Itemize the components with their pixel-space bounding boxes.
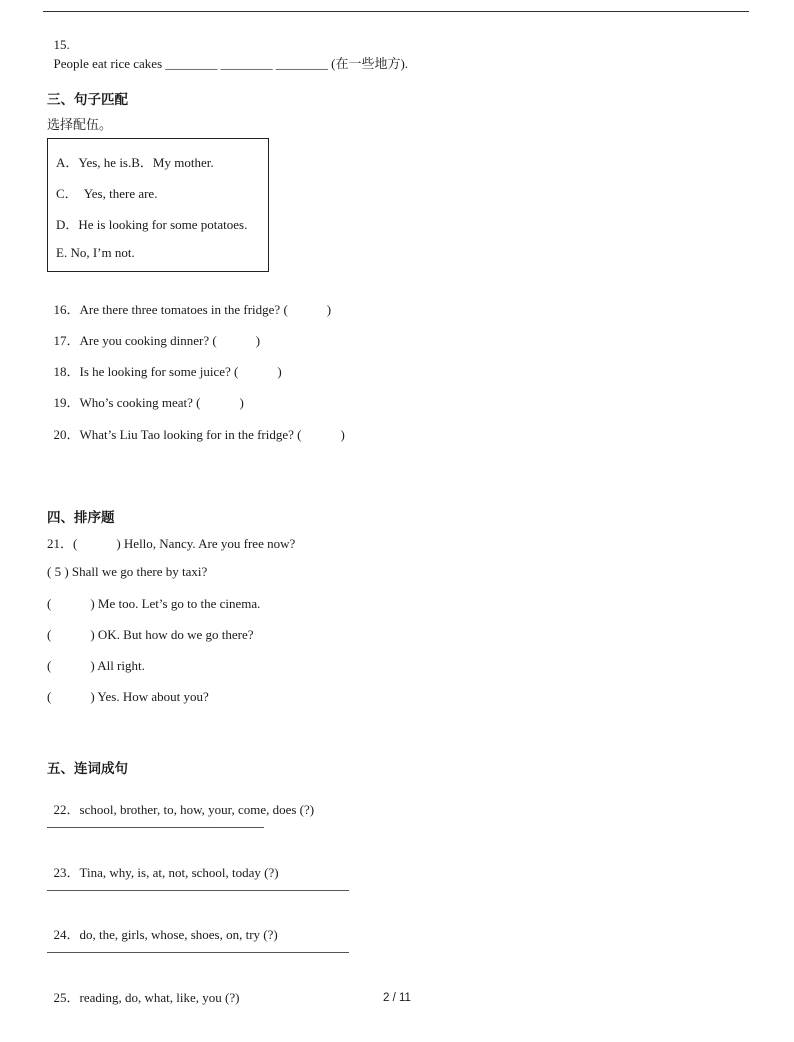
answer-line[interactable] [47,952,349,953]
question-number: 20． [53,427,80,442]
page-number: 2 / 11 [383,992,411,1004]
question-text: Who’s cooking meat? ( ) [79,395,244,410]
question-number: 15. [53,37,70,52]
section-4-heading: 四、排序题 [47,510,115,526]
option-a-b: A．Yes, he is.B．My mother. [56,155,214,170]
question-24 [47,908,278,943]
question-16 [47,283,331,318]
question-text: People eat rice cakes ________ ________ ________ (在一些地方). [53,56,409,71]
ordering-item: ( ) Yes. How about you? [47,689,209,704]
question-number: 25． [53,990,80,1005]
option-c: C． Yes, there are. [56,186,158,201]
ordering-item: ( 5 ) Shall we go there by taxi? [47,564,208,579]
answer-line[interactable] [47,890,349,891]
question-22 [47,783,314,818]
answer-line[interactable] [47,827,264,828]
question-number: 17． [53,333,80,348]
question-text: Are there three tomatoes in the fridge? ( ) [79,302,332,317]
ordering-item-21: 21．( ) Hello, Nancy. Are you free now? [47,536,296,551]
option-d: D．He is looking for some potatoes. [56,217,248,232]
question-text: Is he looking for some juice? ( ) [79,364,282,379]
question-text: Are you cooking dinner? ( ) [79,333,261,348]
option-e: E. No, I’m not. [56,245,135,260]
question-23 [47,846,279,881]
section-3-instruction: 选择配伍。 [47,118,113,133]
question-17 [47,314,260,349]
section-5-heading: 五、连词成句 [47,761,128,777]
ordering-item: ( ) All right. [47,658,145,673]
question-number: 22． [53,802,80,817]
question-number: 24． [53,927,80,942]
question-15 [47,21,408,72]
question-text: Tina, why, is, at, not, school, today (?) [79,865,279,880]
question-text: reading, do, what, like, you (?) [79,990,240,1005]
question-number: 16． [53,302,80,317]
question-text: What’s Liu Tao looking for in the fridge? ( ) [79,427,345,442]
question-25 [47,971,239,1006]
question-19 [47,376,244,411]
ordering-item: ( ) OK. But how do we go there? [47,627,254,642]
question-text: school, brother, to, how, your, come, does (?) [79,802,315,817]
question-text: do, the, girls, whose, shoes, on, try (?) [79,927,278,942]
question-number: 18． [53,364,80,379]
ordering-item: ( ) Me too. Let’s go to the cinema. [47,596,261,611]
section-3-heading: 三、句子匹配 [47,92,128,108]
question-20 [47,408,345,443]
question-number: 23． [53,865,80,880]
question-18 [47,345,282,380]
question-number: 19． [53,395,80,410]
top-rule [43,11,749,12]
